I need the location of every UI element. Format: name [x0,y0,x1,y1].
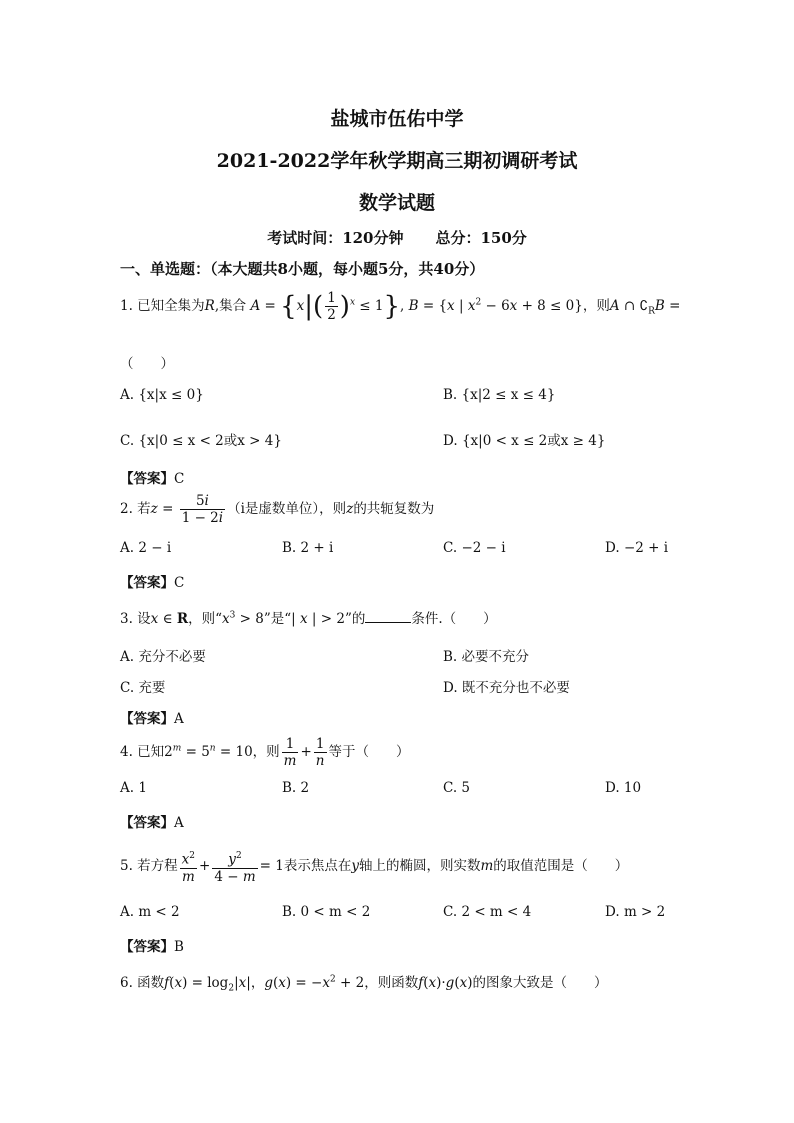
q2-option-c[interactable]: C. −2 − i [443,540,506,556]
q3-option-c[interactable]: C. 充要 [120,680,166,696]
exam-time: 考试时间：120分钟 [267,229,404,247]
q4-answer: 【答案】A [120,815,184,831]
section-heading: 一、单选题：（本大题共8小题，每小题5分，共40分） [120,260,485,278]
q2-answer: 【答案】C [120,575,185,591]
exam-title: 2021-2022学年秋学期高三期初调研考试 [216,150,578,172]
q5-answer: 【答案】B [120,939,184,955]
q3-option-a[interactable]: A. 充分不必要 [120,649,206,665]
q2-option-d[interactable]: D. −2 + i [605,540,669,556]
q3-answer: 【答案】A [120,711,184,727]
exam-meta [0,227,794,248]
question-3: 3. 设x ∈ R，则“$x^3 > 8$”是“| x | > 2”的 条件.（ ） [120,610,497,627]
q4-option-a[interactable]: A. 1 [120,780,147,796]
school-name: 盐城市伍佑中学 [330,108,464,130]
q5-option-a[interactable]: A. m < 2 [120,904,180,920]
q5-option-b[interactable]: B. 0 < m < 2 [282,904,371,920]
q2-option-a[interactable]: A. 2 − i [120,540,172,556]
question-4: 4. 已知$2^m = 5^n = 10$，则 $\frac{1}{m}$ + $\frac{1}{n}$ 等于（ ） [120,736,410,769]
q3-option-d[interactable]: D. 既不充分也不必要 [443,680,570,696]
subject-title: 数学试题 [358,192,435,214]
q1-option-b[interactable]: B. {x|2 ≤ x ≤ 4} [443,387,556,403]
q4-option-c[interactable]: C. 5 [443,780,471,796]
exam-total: 总分：150分 [435,229,527,247]
q5-option-d[interactable]: D. m > 2 [605,904,666,920]
q5-option-c[interactable]: C. 2 < m < 4 [443,904,532,920]
question-1-paren: （ ） [120,356,174,372]
question-1: 1. 已知全集为R,集合 A = {x|( $\frac{1}{2}$ )$^x$ ≤ 1}, B = {x | $x^2 - 6x + 8 \le 0$}，则A ∩ $∁_RB$ = [120,290,681,323]
q1-option-d[interactable]: D. {x|0 < x ≤ 2或x ≥ 4} [443,433,606,449]
question-5: 5. 若方程 $\frac{x^2}{m}$ + $\frac{y^2}{4 - m}$ = 1表示焦点在y轴上的椭圆，则实数m的取值范围是（ ） [120,848,628,885]
q1-option-c[interactable]: C. {x|0 ≤ x < 2或x > 4} [120,433,282,449]
q4-option-b[interactable]: B. 2 [282,780,310,796]
question-2: 2. 若z = $\frac{5i}{1 - 2i}$ （i是虚数单位），则z的共轭复数为 [120,493,435,526]
q3-option-b[interactable]: B. 必要不充分 [443,649,530,665]
q1-option-a[interactable]: A. {x|x ≤ 0} [120,387,204,403]
q1-answer: 【答案】C [120,471,185,487]
q2-option-b[interactable]: B. 2 + i [282,540,334,556]
q4-option-d[interactable]: D. 10 [605,780,642,796]
question-6: 6. 函数$f(x) = \log_2|x|$，$g(x) = -x^2 + 2$，则函数f(x)·g(x)的图象大致是（ ） [120,974,608,994]
